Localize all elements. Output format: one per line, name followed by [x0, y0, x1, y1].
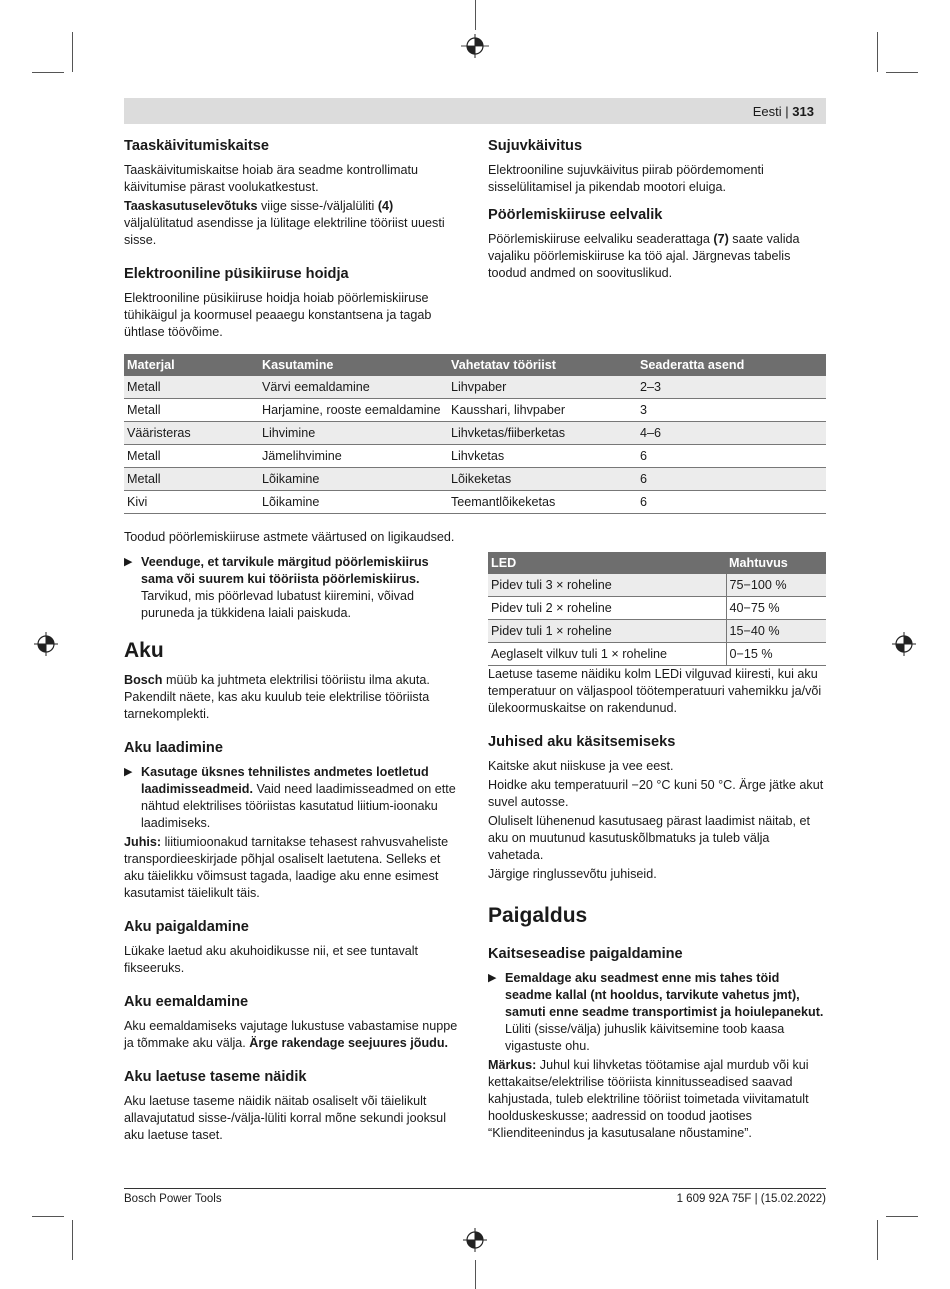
table-cell: 3 [637, 399, 826, 422]
registration-mark-top-icon [461, 32, 489, 60]
table-row [124, 491, 826, 514]
left-column-top [124, 137, 462, 343]
led-table [488, 552, 826, 666]
table-cell: Lihvketas [448, 445, 637, 468]
table-cell: Lõikamine [259, 468, 448, 491]
table-cell: Lõikamine [259, 491, 448, 514]
triangle-right-icon: ▶ [124, 766, 133, 778]
table-header: Mahtuvus [726, 552, 826, 574]
table-note: Toodud pöörlemiskiiruse astmete väärtused on ligikaudsed. [124, 530, 455, 544]
chapter-title: Aku [124, 639, 164, 662]
table-cell: Jämelihvimine [259, 445, 448, 468]
registration-mark-left-icon [32, 630, 60, 658]
table-row [124, 445, 826, 468]
paragraph: Hoidke aku temperatuuril −20 °C kuni 50 °C. Ärge jätke akut suvel autosse. [488, 778, 824, 809]
table-cell: Kausshari, lihvpaber [448, 399, 637, 422]
table-cell: Pidev tuli 3 × roheline [488, 574, 726, 597]
table-cell: Lihvpaber [448, 376, 637, 399]
table-cell: Pidev tuli 2 × roheline [488, 597, 726, 620]
table-cell: 15−40 % [726, 620, 826, 643]
triangle-right-icon: ▶ [124, 556, 133, 568]
table-row [124, 399, 826, 422]
section-title: Aku laetuse taseme näidik [124, 1069, 307, 1085]
text-span: viige sisse-/väljalüliti [257, 199, 378, 213]
table-cell: Teemantlõikeketas [448, 491, 637, 514]
text-span: Vaid need laadimisseadmed on ette nähtud elektrilises tööriistas kasutatud liitium-ioonaku laadimiseks. [141, 782, 456, 830]
instruction-bullet [124, 764, 462, 832]
crop-mark [886, 72, 918, 73]
table-cell: 75−100 % [726, 574, 826, 597]
bold-text: Veenduge, et tarvikule märgitud pöörlemiskiirus sama või suurem kui tööriista pöörlemiskiirus. [141, 555, 429, 586]
bold-text: Kasutage üksnes tehnilistes andmetes loetletud laadimisseadmeid. [141, 765, 429, 796]
paragraph [124, 834, 462, 902]
registration-mark-right-icon [890, 630, 918, 658]
table-header: Vahetatav tööriist [448, 354, 637, 376]
table-row [124, 376, 826, 399]
table-header-row [124, 354, 826, 376]
text-span: väljalülitatud asendisse ja lülitage elektriline tööriist uuesti sisse. [124, 216, 445, 247]
table-row [488, 574, 826, 597]
text-span: Juhul kui lihvketas töötamise ajal murdub või kui kettakaitse/elektrilise tööriista kinnitusseadised saavad kahjustada, tuleb elektriline tööriist toimetada viivitamatult hoolduskeskusse; aadressid on toodud jaotises “Klienditeenindus ja kasutusalane nõustamine”. [488, 1058, 809, 1140]
table-cell: 4–6 [637, 422, 826, 445]
section-title: Sujuvkäivitus [488, 138, 583, 154]
crop-mark [32, 72, 64, 73]
text-span: saate valida vajaliku pöörlemiskiiruse ka töö ajal. Järgnevas tabelis toodud andmed on soovituslikud. [488, 232, 800, 280]
right-column-top [488, 137, 826, 284]
bold-text: Eemaldage aku seadmest enne mis tahes töid seadme kallal (nt hooldus, tarvikute vahetus jmt), samuti enne seadme transportimist ja hoiulepanekut. [505, 971, 824, 1019]
registration-mark-bottom-icon [461, 1226, 489, 1254]
chapter-title: Paigaldus [488, 904, 588, 927]
footer-brand: Bosch Power Tools [124, 1193, 222, 1205]
section-title: Kaitseseadise paigaldamine [488, 946, 683, 962]
paragraph: Aku laetuse taseme näidik näitab osaliselt või täielikult allavajutatud sisse-/välja-lüliti korral mõne sekundi jooksul aku laetuse taset. [124, 1094, 446, 1142]
table-cell: Kivi [124, 491, 259, 514]
table-cell: Lihvketas/fiiberketas [448, 422, 637, 445]
table-header: Materjal [124, 354, 259, 376]
crop-mark [877, 1220, 878, 1260]
paragraph: Kaitske akut niiskuse ja vee eest. [488, 759, 674, 773]
table-cell: Aeglaselt vilkuv tuli 1 × roheline [488, 643, 726, 666]
paragraph: Elektrooniline püsikiiruse hoidja hoiab pöörlemiskiiruse tühikäigul ja koormusel peaaegu konstantsena ja tagab ühtlase töövõime. [124, 291, 432, 339]
bold-text: Ärge rakendage seejuures jõudu. [249, 1036, 449, 1050]
page-number: 313 [792, 104, 814, 119]
table-header: Kasutamine [259, 354, 448, 376]
crop-mark [32, 1216, 64, 1217]
page-header [124, 98, 826, 124]
table-cell: Lihvimine [259, 422, 448, 445]
table-row [488, 643, 826, 666]
left-column-bottom [124, 529, 462, 1146]
paragraph: Järgige ringlussevõtu juhiseid. [488, 867, 657, 881]
crop-mark [475, 0, 476, 30]
table-header-row [488, 552, 826, 574]
table-cell: Pidev tuli 1 × roheline [488, 620, 726, 643]
bold-text: Juhis: [124, 835, 162, 849]
paragraph: Taaskäivitumiskaitse hoiab ära seadme kontrollimatu käivitumise pärast voolukatkestust. [124, 163, 418, 194]
table-cell: Lõikeketas [448, 468, 637, 491]
text-span: Tarvikud, mis pöörlevad lubatust kiiremini, võivad puruneda ja tükkidena laiali paiskuda. [141, 589, 414, 620]
warning-bullet [488, 970, 826, 1055]
reference-number: (4) [377, 199, 394, 213]
speed-table [124, 354, 826, 514]
right-column-bottom [488, 666, 826, 1144]
section-title: Aku laadimine [124, 740, 223, 756]
paragraph [124, 198, 462, 249]
table-cell: 2–3 [637, 376, 826, 399]
footer-divider [124, 1188, 826, 1189]
table-cell: Metall [124, 376, 259, 399]
table-row [124, 422, 826, 445]
crop-mark [72, 1220, 73, 1260]
paragraph [488, 1057, 826, 1142]
crop-mark [72, 32, 73, 72]
triangle-right-icon: ▶ [488, 972, 497, 984]
paragraph: Laetuse taseme näidiku kolm LEDi vilguvad kiiresti, kui aku temperatuur on väljaspool töötemperatuuri vahemikku ja/või ülekoormuskaitse on rakendunud. [488, 667, 822, 715]
crop-mark [877, 32, 878, 72]
table-cell: Värvi eemaldamine [259, 376, 448, 399]
text-span: Lüliti (sisse/välja) juhuslik käivitsemine toob kaasa vigastuste ohu. [505, 1022, 785, 1053]
crop-mark [886, 1216, 918, 1217]
warning-bullet [124, 554, 462, 622]
table-row [124, 468, 826, 491]
table-cell: 6 [637, 491, 826, 514]
footer-doc-id: 1 609 92A 75F | (15.02.2022) [676, 1193, 826, 1205]
section-title: Elektrooniline püsikiiruse hoidja [124, 266, 349, 282]
table-cell: 6 [637, 445, 826, 468]
table-cell: Harjamine, rooste eemaldamine [259, 399, 448, 422]
text-span: liitiumioonakud tarnitakse tehasest rahvusvaheliste transpordieeskirjade põhjal osaliselt laetutena. Selleks et aku täielikku võimsust tagada, laadige aku enne esimest kasutamist täielikult täis. [124, 835, 449, 900]
table-cell: 6 [637, 468, 826, 491]
reference-number: (7) [713, 232, 729, 246]
table-cell: Metall [124, 399, 259, 422]
bold-text: Bosch [124, 673, 163, 687]
table-cell: Metall [124, 445, 259, 468]
table-cell: Metall [124, 468, 259, 491]
table-header: LED [488, 552, 726, 574]
paragraph: Lükake laetud aku akuhoidikusse nii, et see tuntavalt fikseeruks. [124, 944, 419, 975]
section-title: Aku paigaldamine [124, 919, 249, 935]
header-separator: | [785, 104, 789, 119]
crop-mark [475, 1260, 476, 1289]
table-cell: 0−15 % [726, 643, 826, 666]
section-title: Taaskäivitumiskaitse [124, 138, 269, 154]
table-row [488, 620, 826, 643]
header-text [753, 103, 814, 120]
section-title: Pöörlemiskiiruse eelvalik [488, 207, 663, 223]
table-row [488, 597, 826, 620]
bold-text: Märkus: [488, 1058, 537, 1072]
table-cell: 40−75 % [726, 597, 826, 620]
bold-text: Taaskasutuselevõtuks [124, 199, 258, 213]
paragraph [124, 672, 462, 723]
paragraph: Elektrooniline sujuvkäivitus piirab pöördemomenti sisselülitamisel ja pikendab mootori eluiga. [488, 163, 764, 194]
header-language: Eesti [752, 104, 782, 119]
table-header: Seaderatta asend [637, 354, 826, 376]
text-span: Pöörlemiskiiruse eelvaliku seaderattaga [488, 232, 714, 246]
text-span: müüb ka juhtmeta elektrilisi tööriistu ilma akuta. Pakendilt näete, kas aku kuulub teie elektrilise tööriista tarnekomplekti. [124, 673, 430, 721]
table-cell: Vääristeras [124, 422, 259, 445]
section-title: Aku eemaldamine [124, 994, 249, 1010]
paragraph [124, 1018, 462, 1052]
paragraph [488, 231, 826, 282]
text-span: Aku eemaldamiseks vajutage lukustuse vabastamise nuppe ja tõmmake aku välja. [124, 1019, 458, 1050]
section-title: Juhised aku käsitsemiseks [488, 734, 676, 750]
paragraph: Oluliselt lühenenud kasutusaeg pärast laadimist näitab, et aku on muutunud kasutuskõlbmatuks ja tuleb välja vahetada. [488, 814, 811, 862]
